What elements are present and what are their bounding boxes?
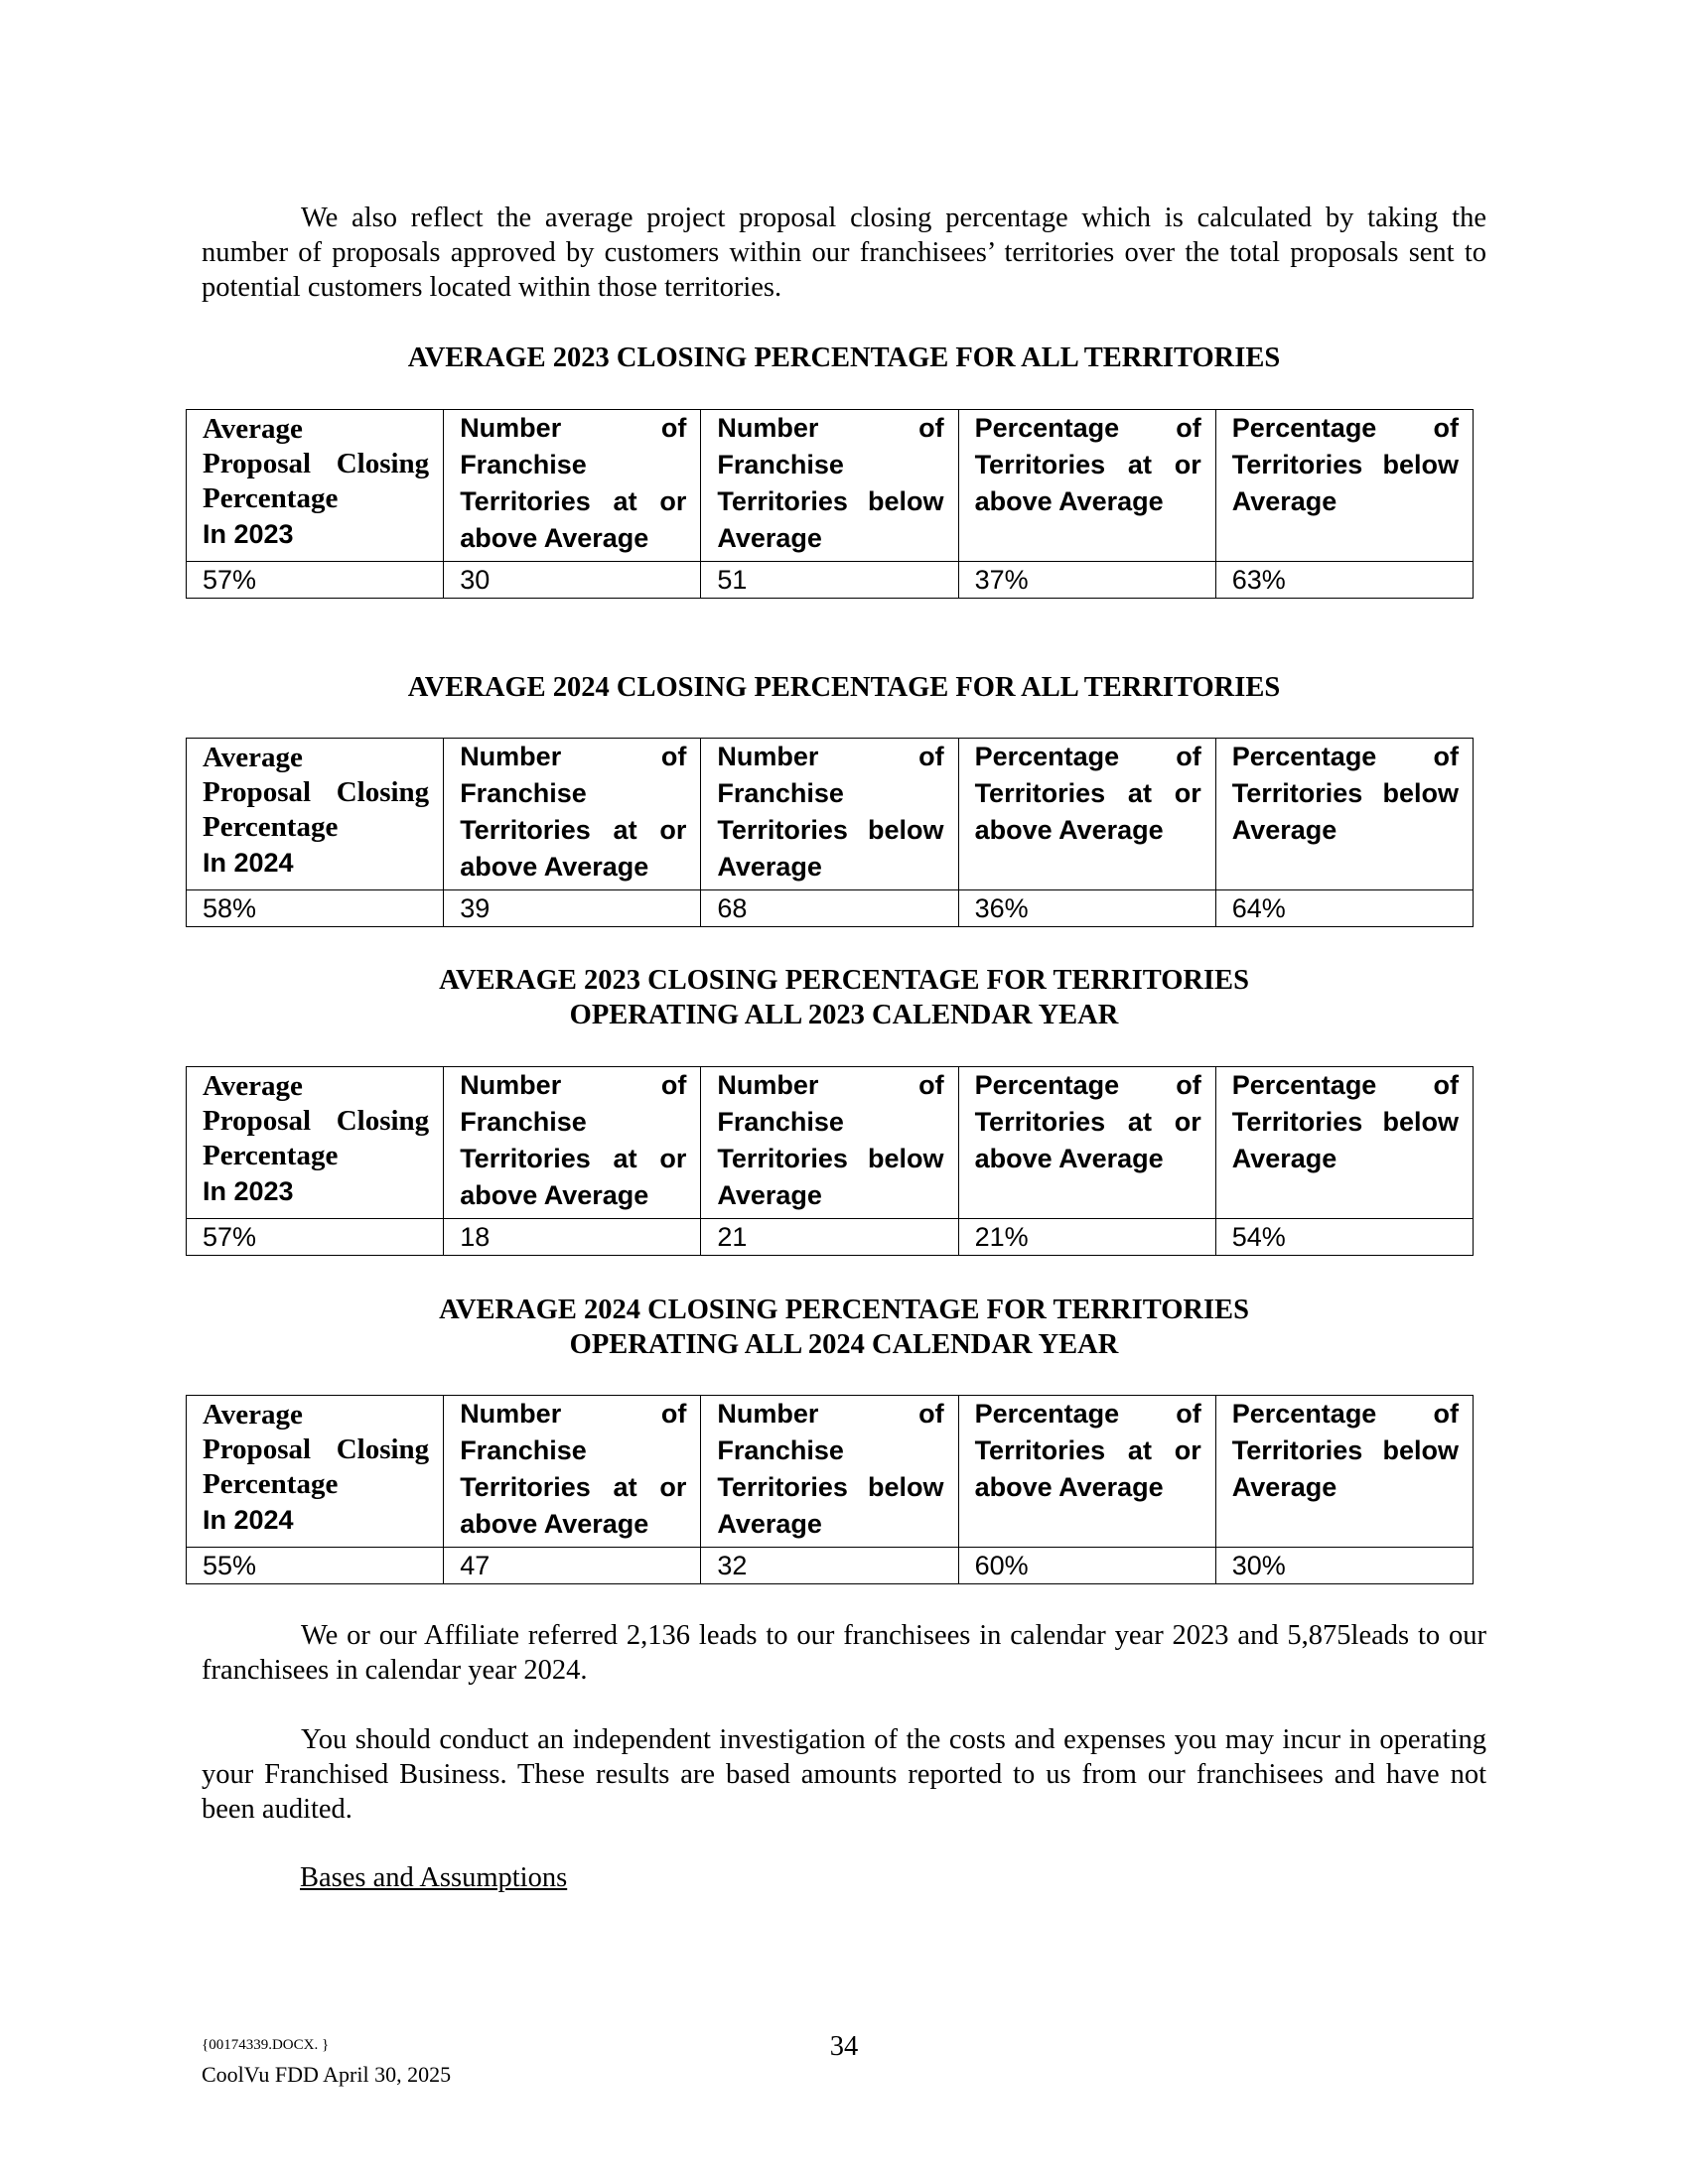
cell-percent-at-or-above: 36% (958, 890, 1215, 927)
table-4-title-line2: OPERATING ALL 2024 CALENDAR YEAR (569, 1329, 1119, 1360)
cell-percent-below: 54% (1215, 1219, 1473, 1256)
investigation-paragraph: You should conduct an independent investigation of the costs and expenses you may incur in operating your Franchised Business. These results are based amounts reported to us from our franchisees and have not been audited. (202, 1724, 1486, 1825)
cell-number-below: 68 (701, 890, 958, 927)
header-percent-below: Percentage of Territories below Average (1215, 1067, 1473, 1219)
header-number-at-or-above: Number of Franchise Territories at or above Average (444, 1067, 701, 1219)
table-row (187, 562, 1474, 599)
cell-number-at-or-above: 39 (444, 890, 701, 927)
header-number-below: Number of Franchise Territories below Average (701, 1396, 958, 1548)
header-percent-at-or-above: Percentage of Territories at or above Average (958, 1067, 1215, 1219)
closing-table-2023-all (186, 409, 1474, 599)
page-number: 34 (829, 2031, 859, 2062)
cell-avg-closing: 57% (187, 1219, 444, 1256)
header-number-below: Number of Franchise Territories below Average (701, 410, 958, 562)
bases-assumptions-heading: Bases and Assumptions (300, 1862, 568, 1893)
cell-percent-below: 64% (1215, 890, 1473, 927)
cell-percent-below: 30% (1215, 1548, 1473, 1584)
header-percent-at-or-above: Percentage of Territories at or above Average (958, 1396, 1215, 1548)
header-percent-below: Percentage of Territories below Average (1215, 410, 1473, 562)
header-number-below: Number of Franchise Territories below Average (701, 1067, 958, 1219)
cell-percent-at-or-above: 21% (958, 1219, 1215, 1256)
table-3-title-line2: OPERATING ALL 2023 CALENDAR YEAR (569, 1000, 1119, 1030)
header-avg-closing: Average Proposal Closing Percentage In 2023 (187, 1067, 444, 1219)
header-percent-at-or-above: Percentage of Territories at or above Average (958, 410, 1215, 562)
table-header-row (187, 410, 1474, 562)
cell-avg-closing: 55% (187, 1548, 444, 1584)
closing-table-2024-full-year (186, 1395, 1474, 1584)
closing-table-2023-full-year (186, 1066, 1474, 1256)
table-header-row (187, 1067, 1474, 1219)
table-row (187, 890, 1474, 927)
header-percent-below: Percentage of Territories below Average (1215, 1396, 1473, 1548)
closing-table-2024-all (186, 738, 1474, 927)
cell-percent-at-or-above: 60% (958, 1548, 1215, 1584)
header-number-below: Number of Franchise Territories below Average (701, 739, 958, 890)
footer-doc-id: {00174339.DOCX. } (202, 2037, 330, 2053)
cell-number-below: 51 (701, 562, 958, 599)
table-4-title-line1: AVERAGE 2024 CLOSING PERCENTAGE FOR TERRITORIES (439, 1295, 1249, 1325)
table-row (187, 1548, 1474, 1584)
cell-number-below: 21 (701, 1219, 958, 1256)
header-number-at-or-above: Number of Franchise Territories at or above Average (444, 1396, 701, 1548)
leads-paragraph: We or our Affiliate referred 2,136 leads to our franchisees in calendar year 2023 and 5,875leads to our franchisees in calendar year 2024. (202, 1620, 1486, 1686)
header-percent-below: Percentage of Territories below Average (1215, 739, 1473, 890)
cell-avg-closing: 57% (187, 562, 444, 599)
header-number-at-or-above: Number of Franchise Territories at or above Average (444, 739, 701, 890)
cell-percent-at-or-above: 37% (958, 562, 1215, 599)
table-header-row (187, 739, 1474, 890)
header-avg-closing: Average Proposal Closing Percentage In 2024 (187, 739, 444, 890)
cell-percent-below: 63% (1215, 562, 1473, 599)
cell-number-at-or-above: 30 (444, 562, 701, 599)
header-avg-closing: Average Proposal Closing Percentage In 2024 (187, 1396, 444, 1548)
header-percent-at-or-above: Percentage of Territories at or above Average (958, 739, 1215, 890)
table-header-row (187, 1396, 1474, 1548)
header-number-at-or-above: Number of Franchise Territories at or above Average (444, 410, 701, 562)
intro-paragraph: We also reflect the average project proposal closing percentage which is calculated by taking the number of proposals approved by customers within our franchisees’ territories over the total proposals sent to potential customers located within those territories. (202, 203, 1486, 303)
cell-number-at-or-above: 18 (444, 1219, 701, 1256)
table-1-title: AVERAGE 2023 CLOSING PERCENTAGE FOR ALL TERRITORIES (407, 342, 1281, 373)
cell-avg-closing: 58% (187, 890, 444, 927)
header-avg-closing: Average Proposal Closing Percentage In 2023 (187, 410, 444, 562)
footer-doc-name: CoolVu FDD April 30, 2025 (202, 2062, 452, 2087)
table-row (187, 1219, 1474, 1256)
table-3-title-line1: AVERAGE 2023 CLOSING PERCENTAGE FOR TERRITORIES (439, 965, 1249, 996)
table-2-title: AVERAGE 2024 CLOSING PERCENTAGE FOR ALL TERRITORIES (407, 672, 1281, 703)
cell-number-below: 32 (701, 1548, 958, 1584)
cell-number-at-or-above: 47 (444, 1548, 701, 1584)
